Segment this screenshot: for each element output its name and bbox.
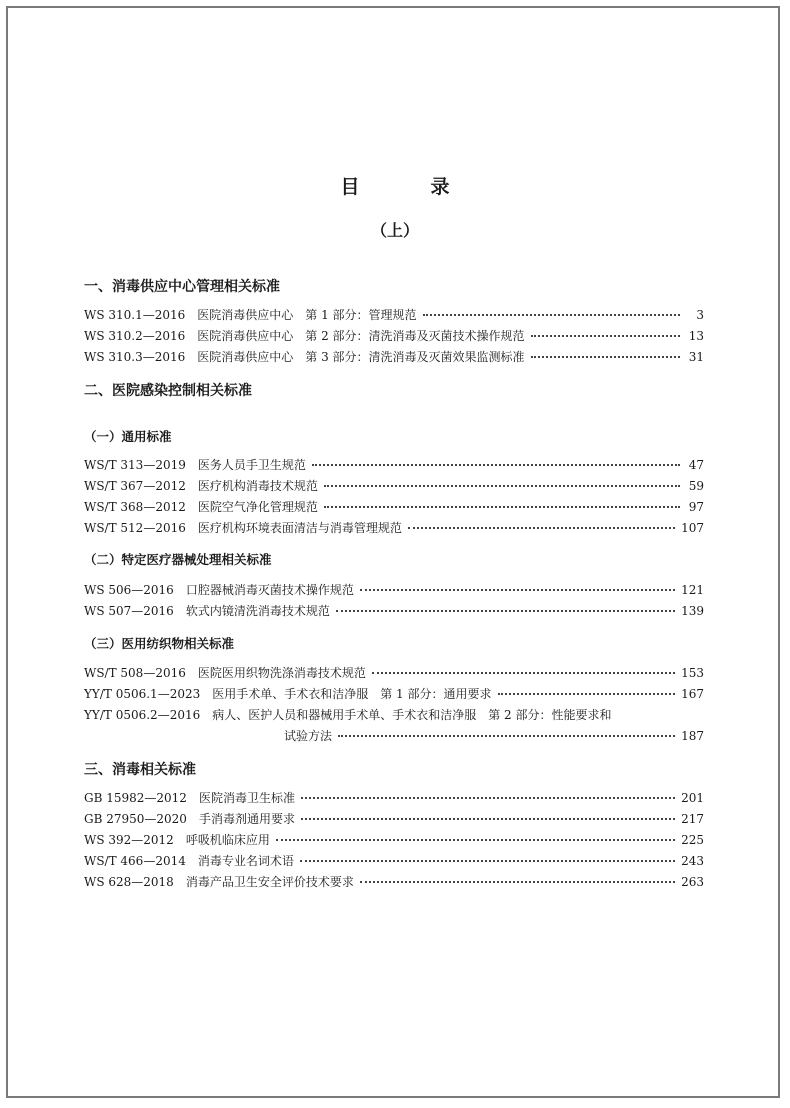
entry-title: 软式内镜清洗消毒技术规范 bbox=[185, 604, 330, 618]
toc-entry[interactable] bbox=[84, 685, 704, 705]
page-number: 263 bbox=[681, 875, 704, 889]
toc-title: 目 录 bbox=[340, 176, 476, 198]
section-heading-3: 三、消毒相关标准 bbox=[84, 762, 196, 778]
toc-entry[interactable] bbox=[84, 519, 704, 539]
leader-dots bbox=[360, 881, 675, 883]
section-heading-1: 一、消毒供应中心管理相关标准 bbox=[84, 279, 280, 295]
standard-code: WS/T 313—2019 bbox=[84, 458, 186, 472]
page-number: 243 bbox=[681, 854, 704, 868]
toc-entry[interactable] bbox=[84, 873, 704, 893]
standard-code: WS 310.3—2016 bbox=[84, 350, 186, 364]
standard-code: WS 507—2016 bbox=[84, 604, 174, 618]
leader-dots bbox=[372, 672, 675, 674]
leader-dots bbox=[276, 839, 675, 841]
entry-title: 医院消毒卫生标准 bbox=[198, 791, 295, 805]
toc-entry[interactable] bbox=[84, 348, 704, 368]
standard-code: YY/T 0506.2—2016 bbox=[84, 708, 201, 722]
entry-title: 医院消毒供应中心 第 1 部分：管理规范 bbox=[197, 308, 417, 322]
standard-code: WS/T 466—2014 bbox=[84, 854, 186, 868]
standard-code: WS 310.1—2016 bbox=[84, 308, 186, 322]
toc-entry[interactable] bbox=[84, 852, 704, 872]
toc-entry-continuation[interactable] bbox=[284, 727, 704, 747]
page-number: 107 bbox=[681, 521, 704, 535]
toc-entry[interactable] bbox=[84, 456, 704, 476]
page-number: 167 bbox=[681, 687, 704, 701]
toc-entry[interactable] bbox=[84, 602, 704, 622]
standard-code: WS/T 508—2016 bbox=[84, 666, 186, 680]
leader-dots bbox=[408, 527, 675, 529]
entry-title: 医院消毒供应中心 第 2 部分：清洗消毒及灭菌技术操作规范 bbox=[197, 329, 525, 343]
leader-dots bbox=[423, 314, 680, 316]
entry-title: 病人、医护人员和器械用手术单、手术衣和洁净服 第 2 部分：性能要求和 bbox=[212, 708, 612, 722]
leader-dots bbox=[324, 485, 680, 487]
toc-entry[interactable] bbox=[84, 664, 704, 684]
leader-dots bbox=[301, 818, 675, 820]
page-number: 187 bbox=[681, 729, 704, 743]
leader-dots bbox=[531, 335, 680, 337]
subsection-heading-general: （一）通用标准 bbox=[84, 429, 172, 444]
leader-dots bbox=[360, 589, 675, 591]
page-number: 3 bbox=[696, 308, 704, 322]
toc-entry[interactable] bbox=[84, 581, 704, 601]
page-number: 139 bbox=[681, 604, 704, 618]
standard-code: WS 310.2—2016 bbox=[84, 329, 186, 343]
subsection-heading-textiles: （三）医用纺织物相关标准 bbox=[84, 636, 235, 651]
entry-title: 呼吸机临床应用 bbox=[185, 833, 270, 847]
leader-dots bbox=[336, 610, 675, 612]
page-number: 13 bbox=[688, 329, 704, 343]
section-heading-2: 二、医院感染控制相关标准 bbox=[84, 383, 252, 399]
leader-dots bbox=[312, 464, 680, 466]
page-number: 153 bbox=[681, 666, 704, 680]
entry-title: 医疗机构环境表面清洁与消毒管理规范 bbox=[197, 521, 402, 535]
entry-title: 医疗机构消毒技术规范 bbox=[197, 479, 318, 493]
leader-dots bbox=[498, 693, 676, 695]
page-number: 217 bbox=[681, 812, 704, 826]
standard-code: WS/T 367—2012 bbox=[84, 479, 186, 493]
entry-title: 医院空气净化管理规范 bbox=[197, 500, 318, 514]
page-number: 121 bbox=[681, 583, 704, 597]
entry-title: 医务人员手卫生规范 bbox=[197, 458, 306, 472]
entry-title: 消毒专业名词术语 bbox=[197, 854, 294, 868]
entry-title: 试验方法 bbox=[284, 729, 333, 743]
entry-title: 医院医用织物洗涤消毒技术规范 bbox=[197, 666, 366, 680]
standard-code: WS/T 512—2016 bbox=[84, 521, 186, 535]
toc-entry[interactable] bbox=[84, 327, 704, 347]
leader-dots bbox=[338, 735, 675, 737]
subsection-heading-devices: （二）特定医疗器械处理相关标准 bbox=[84, 552, 272, 567]
entry-title: 手消毒剂通用要求 bbox=[198, 812, 295, 826]
leader-dots bbox=[324, 506, 680, 508]
page-number: 31 bbox=[688, 350, 704, 364]
entry-title: 消毒产品卫生安全评价技术要求 bbox=[185, 875, 354, 889]
entry-title: 医院消毒供应中心 第 3 部分：清洗消毒及灭菌效果监测标准 bbox=[197, 350, 525, 364]
entry-title: 医用手术单、手术衣和洁净服 第 1 部分：通用要求 bbox=[212, 687, 492, 701]
toc-entry[interactable] bbox=[84, 477, 704, 497]
standard-code: WS/T 368—2012 bbox=[84, 500, 186, 514]
standard-code: WS 506—2016 bbox=[84, 583, 174, 597]
leader-dots bbox=[300, 860, 675, 862]
page-number: 97 bbox=[688, 500, 704, 514]
toc-entry[interactable] bbox=[84, 306, 704, 326]
page-number: 59 bbox=[688, 479, 704, 493]
leader-dots bbox=[531, 356, 680, 358]
toc-entry[interactable] bbox=[84, 789, 704, 809]
page-number: 201 bbox=[681, 791, 704, 805]
standard-code: YY/T 0506.1—2023 bbox=[84, 687, 201, 701]
standard-code: GB 15982—2012 bbox=[84, 791, 187, 805]
standard-code: WS 628—2018 bbox=[84, 875, 174, 889]
page-number: 225 bbox=[681, 833, 704, 847]
toc-subtitle: （上） bbox=[370, 221, 419, 240]
entry-title: 口腔器械消毒灭菌技术操作规范 bbox=[185, 583, 354, 597]
standard-code: GB 27950—2020 bbox=[84, 812, 187, 826]
page-number: 47 bbox=[688, 458, 704, 472]
leader-dots bbox=[301, 797, 675, 799]
toc-entry[interactable] bbox=[84, 706, 704, 726]
toc-entry[interactable] bbox=[84, 831, 704, 851]
standard-code: WS 392—2012 bbox=[84, 833, 174, 847]
toc-entry[interactable] bbox=[84, 498, 704, 518]
toc-entry[interactable] bbox=[84, 810, 704, 830]
